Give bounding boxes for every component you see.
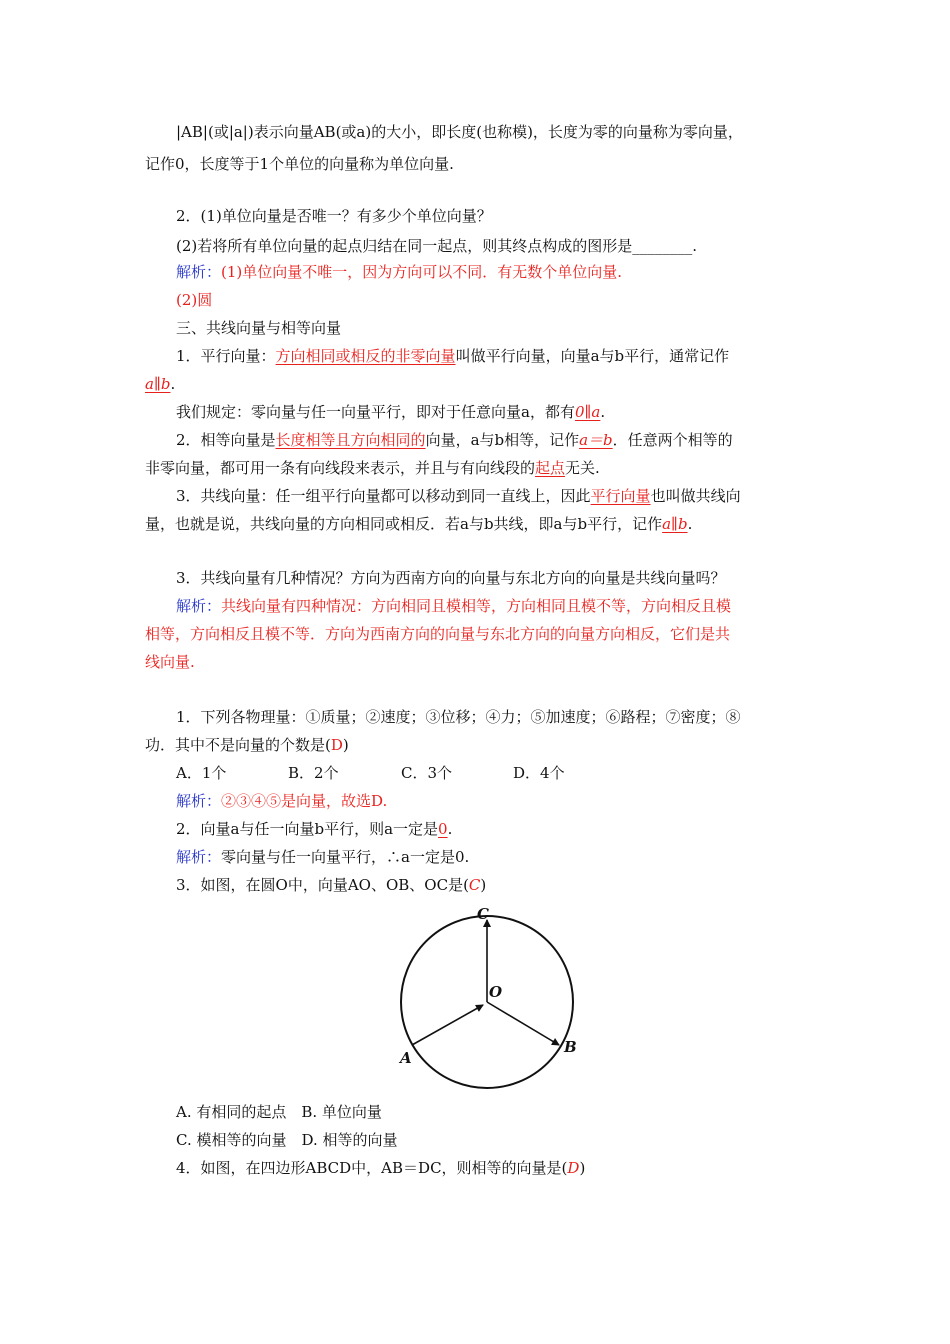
point-c-label: C [477,905,489,923]
exercise-1-option-d: D．4个 [513,764,565,782]
solution-label: 解析： [176,848,222,866]
circle-vector-figure [395,893,595,1093]
vector-ao [412,1005,483,1045]
vector-ob [487,1002,559,1045]
question-2-solution: 解析：(1)单位向量不唯一，因为方向可以不同．有无数个单位向量. [176,263,623,281]
question-2-answer: (2)圆 [176,291,213,309]
solution-label: 解析： [176,597,222,615]
text-line: 记作0，长度等于1个单位的向量称为单位向量. [145,155,454,173]
exercise-1-option-b: B．2个 [288,764,339,782]
exercise-3: 3．如图，在圆O中，向量AO、OB、OC是(C) [176,876,487,894]
exercise-4: 4．如图，在四边形ABCD中，AB＝DC，则相等的向量是(D) [176,1159,586,1177]
text-line: |AB|(或|a|)表示向量AB(或a)的大小，即长度(也称模)，长度为零的向量称为零向量， [176,123,743,141]
exercise-1-option-a: A．1个 [176,764,227,782]
text-line: a∥b. [145,375,176,393]
section-heading: 三、共线向量与相等向量 [176,319,342,337]
text-line: 非零向量，都可用一条有向线段来表示，并且与有向线段的起点无关. [145,459,600,477]
point-b-label: B [564,1038,577,1056]
text-line: 量，也就是说，共线向量的方向相同或相反．若a与b共线，即a与b平行，记作a∥b. [145,515,693,533]
exercise-1-option-c: C．3个 [401,764,453,782]
exercise-3-options-row-1: A. 有相同的起点 B. 单位向量 [176,1103,382,1121]
text-line: 我们规定：零向量与任一向量平行，即对于任意向量a，都有0∥a. [176,403,606,421]
collinear-vector-definition: 3．共线向量：任一组平行向量都可以移动到同一直线上，因此平行向量也叫做共线向 [176,487,741,505]
point-a-label: A [400,1049,412,1067]
exercise-3-options-row-2: C. 模相等的向量 D. 相等的向量 [176,1131,398,1149]
solution-label: 解析： [176,263,222,281]
parallel-vector-definition: 1．平行向量：方向相同或相反的非零向量叫做平行向量，向量a与b平行，通常记作 [176,347,730,365]
solution-label: 解析： [176,792,222,810]
text-line: 功．其中不是向量的个数是(D) [145,736,349,754]
question-3-solution: 解析：共线向量有四种情况：方向相同且模相等，方向相同且模不等，方向相反且模 [176,597,732,615]
exercise-1: 1．下列各物理量：①质量；②速度；③位移；④力；⑤加速度；⑥路程；⑦密度；⑧ [176,708,741,726]
text-line: 相等，方向相反且模不等．方向为西南方向的向量与东北方向的向量方向相反，它们是共 [145,625,731,643]
question-3: 3．共线向量有几种情况？方向为西南方向的向量与东北方向的向量是共线向量吗？ [176,569,726,587]
exercise-2-solution: 解析：零向量与任一向量平行，∴a一定是0. [176,848,470,866]
exercise-1-solution: 解析：②③④⑤是向量，故选D. [176,792,388,810]
question-2-part-1: 2．(1)单位向量是否唯一？有多少个单位向量？ [176,207,492,225]
text-line: 线向量. [145,653,195,671]
exercise-2: 2．向量a与任一向量b平行，则a一定是0. [176,820,453,838]
point-o-label: O [489,983,503,1001]
equal-vector-definition: 2．相等向量是长度相等且方向相同的向量，a与b相等，记作a＝b．任意两个相等的 [176,431,733,449]
question-2-part-2: (2)若将所有单位向量的起点归结在同一起点，则其终点构成的图形是________. [176,237,698,255]
